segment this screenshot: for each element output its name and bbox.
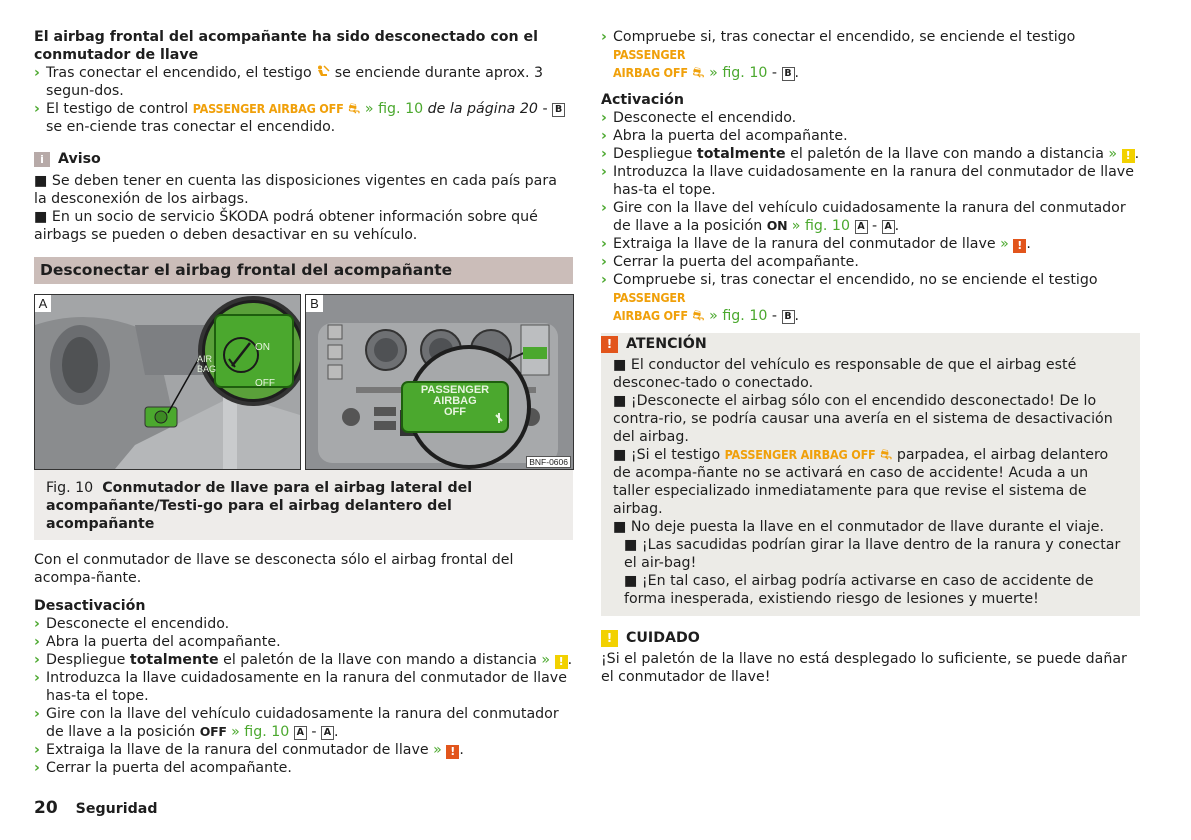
chevron-right-icon: › <box>34 101 40 117</box>
warning-item: ■ ¡Si el testigo PASSENGER AIRBAG OFF ⛐ parpadea, el airbag delantero de acompa-ñante no se activará en caso de accidente! Acuda a un taller especializado inmediatamente para que revise el sistema de airbag. <box>613 447 1109 517</box>
note-item: ■ Se deben tener en cuenta las disposiciones vigentes en cada país para la desconexión de los airbags. <box>34 173 557 207</box>
note-heading: i Aviso <box>34 150 573 168</box>
warning-icon: ! <box>446 745 459 759</box>
list-item: › El testigo de control PASSENGER AIRBAG OFF ⛐ » fig. 10 de la página 20 - B se en-ciende tras conectar el encendido. <box>34 100 573 136</box>
warning-subitem: ■ ¡En tal caso, el airbag podría activarse en caso de accidente de forma inesperada, existiendo riesgo de lesiones y muerte! <box>624 573 1094 607</box>
list-item: › Extraiga la llave de la ranura del conmutador de llave » ! . <box>34 742 464 758</box>
caution-icon: ! <box>555 655 568 669</box>
warning-heading: ! ATENCIÓN <box>601 335 1128 353</box>
airbag-warning-icon: ⛐ <box>880 447 893 463</box>
passenger-airbag-off-lamp: PASSENGER AIRBAG OFF <box>613 47 688 80</box>
passenger-airbag-off-lamp: PASSENGER AIRBAG OFF <box>192 101 344 116</box>
list-item: › Introduzca la llave cuidadosamente en la ranura del conmutador de llave has-ta el tope. <box>34 670 567 704</box>
airbag-warning-icon: ⛐ <box>348 101 361 117</box>
arrow-link[interactable]: » <box>1000 236 1009 252</box>
airbag-warning-icon: ⛐ <box>692 65 705 81</box>
caution-icon: ! <box>601 630 618 647</box>
list-item: › Despliegue totalmente el paletón de la llave con mando a distancia » ! . <box>601 146 1140 162</box>
chevron-right-icon: › <box>34 634 40 650</box>
fig-part-b: B <box>552 103 565 117</box>
list-item: › Gire con la llave del vehículo cuidadosamente la ranura del conmutador de llave a la posición OFF » fig. 10 A - A . <box>34 706 559 740</box>
switch-air-label: AIR <box>197 354 213 364</box>
arrow-link[interactable]: » <box>433 742 442 758</box>
list-item: › Despliegue totalmente el paletón de la llave con mando a distancia » ! . <box>34 652 573 668</box>
chapter-title: Seguridad <box>75 801 158 817</box>
chevron-right-icon: › <box>34 760 40 776</box>
switch-position-off: OFF <box>199 724 227 739</box>
warning-item: ■ ¡Desconecte el airbag sólo con el encendido desconectado! De lo contra-rio, se podría causar una avería en el sistema de desactivación del airbag. <box>613 393 1113 445</box>
list-item: › Tras conectar el encendido, el testigo se enciende durante aprox. 3 segun-dos. <box>34 65 544 99</box>
right-column <box>601 28 1140 686</box>
warning-item: ■ No deje puesta la llave en el conmutador de llave durante el viaje. <box>613 519 1105 535</box>
passenger-airbag-off-indicator: PASSENGER AIRBAG OFF <box>420 384 490 418</box>
info-icon: i <box>34 152 50 167</box>
switch-on-label: ON <box>255 342 270 353</box>
fig-link[interactable]: » fig. 10 <box>231 724 290 740</box>
figure-caption <box>34 470 573 540</box>
list-item: › Gire con la llave del vehículo cuidadosamente la ranura del conmutador de llave a la posición ON » fig. 10 A - A . <box>601 200 1126 234</box>
list-item: › Introduzca la llave cuidadosamente en la ranura del conmutador de llave has-ta el tope. <box>601 164 1134 198</box>
page-ref: de la página 20 <box>427 101 538 117</box>
chevron-right-icon: › <box>601 200 607 216</box>
list-item: › Compruebe si, tras conectar el encendido, se enciende el testigo PASSENGER AIRBAG OFF ⛐ » fig. 10 - B . <box>601 29 1076 81</box>
airbag-warning-icon: ⛐ <box>692 308 705 324</box>
section-title: Desconectar el airbag frontal del acompañante <box>34 257 573 284</box>
caption-text: Conmutador de llave para el airbag lateral del acompañante/Testi-go para el airbag delantero del acompañante <box>46 480 473 532</box>
chevron-right-icon: › <box>34 65 40 81</box>
panel-label-a: A <box>35 295 51 312</box>
arrow-link[interactable]: » <box>541 652 551 668</box>
chevron-right-icon: › <box>34 742 40 758</box>
list-item: › Abra la puerta del acompañante. <box>601 128 848 144</box>
chevron-right-icon: › <box>601 29 607 45</box>
figure-code: BNF-0606 <box>526 456 571 468</box>
list-item: › Compruebe si, tras conectar el encendido, no se enciende el testigo PASSENGER AIRBAG OFF ⛐ » fig. 10 - B . <box>601 272 1098 324</box>
chevron-right-icon: › <box>34 670 40 686</box>
caution-heading: ! CUIDADO <box>601 629 1140 647</box>
chevron-right-icon: › <box>601 164 607 180</box>
caution-icon: ! <box>1122 149 1135 163</box>
airbag-off-heading: El airbag frontal del acompañante ha sido desconectado con el conmutador de llave <box>34 29 539 63</box>
warning-icon: ! <box>601 336 618 353</box>
switch-off-label: OFF <box>255 378 275 389</box>
caution-text: ¡Si el paletón de la llave no está desplegado lo suficiente, se puede dañar el conmutador de llave! <box>601 651 1127 685</box>
chevron-right-icon: › <box>601 146 607 162</box>
fig-link[interactable]: » fig. 10 <box>364 101 424 117</box>
fig-link[interactable]: » fig. 10 <box>709 308 768 324</box>
airbag-off-icon <box>316 65 330 81</box>
chevron-right-icon: › <box>601 236 607 252</box>
warning-box <box>601 333 1140 616</box>
chevron-right-icon: › <box>34 652 40 668</box>
list-item: › Cerrar la puerta del acompañante. <box>34 760 292 776</box>
chevron-right-icon: › <box>601 254 607 270</box>
list-item: › Extraiga la llave de la ranura del conmutador de llave » ! . <box>601 236 1031 252</box>
warning-icon: ! <box>1013 239 1026 253</box>
chevron-right-icon: › <box>601 272 607 288</box>
warning-subitem: ■ ¡Las sacudidas podrían girar la llave dentro de la ranura y conectar el air-bag! <box>624 537 1121 571</box>
warning-item: ■ El conductor del vehículo es responsable de que el airbag esté desconec-tado o conectado. <box>613 357 1077 391</box>
list-item: › Cerrar la puerta del acompañante. <box>601 254 859 270</box>
deactivation-title: Desactivación <box>34 598 146 614</box>
switch-bag-label: BAG <box>197 364 217 374</box>
chevron-right-icon: › <box>601 128 607 144</box>
list-item: › Abra la puerta del acompañante. <box>34 634 281 650</box>
list-item: › Desconecte el encendido. <box>34 616 230 632</box>
page-footer <box>34 799 158 818</box>
figure-panel-b <box>305 294 574 470</box>
chevron-right-icon: › <box>601 110 607 126</box>
figure-10 <box>34 294 573 470</box>
note-item: ■ En un socio de servicio ŠKODA podrá obtener información sobre qué airbags se pueden o deben desactivar en su vehículo. <box>34 209 538 243</box>
activation-title: Activación <box>601 92 684 108</box>
list-item: › Desconecte el encendido. <box>601 110 797 126</box>
panel-label-b: B <box>306 295 323 312</box>
figure-panel-a <box>34 294 301 470</box>
chevron-right-icon: › <box>34 706 40 722</box>
center-console-illustration <box>306 295 573 469</box>
arrow-link[interactable]: » <box>1108 146 1118 162</box>
fig-link[interactable]: » fig. 10 <box>709 65 768 81</box>
fig-link[interactable]: » fig. 10 <box>791 218 850 234</box>
page-number: 20 <box>34 798 58 818</box>
switch-position-on: ON <box>766 218 788 233</box>
passenger-airbag-off-lamp: PASSENGER AIRBAG OFF <box>613 290 688 323</box>
left-column <box>34 28 573 777</box>
caption-prefix: Fig. 10 <box>46 480 94 496</box>
intro-text: Con el conmutador de llave se desconecta sólo el airbag frontal del acompa-ñante. <box>34 552 514 586</box>
chevron-right-icon: › <box>34 616 40 632</box>
